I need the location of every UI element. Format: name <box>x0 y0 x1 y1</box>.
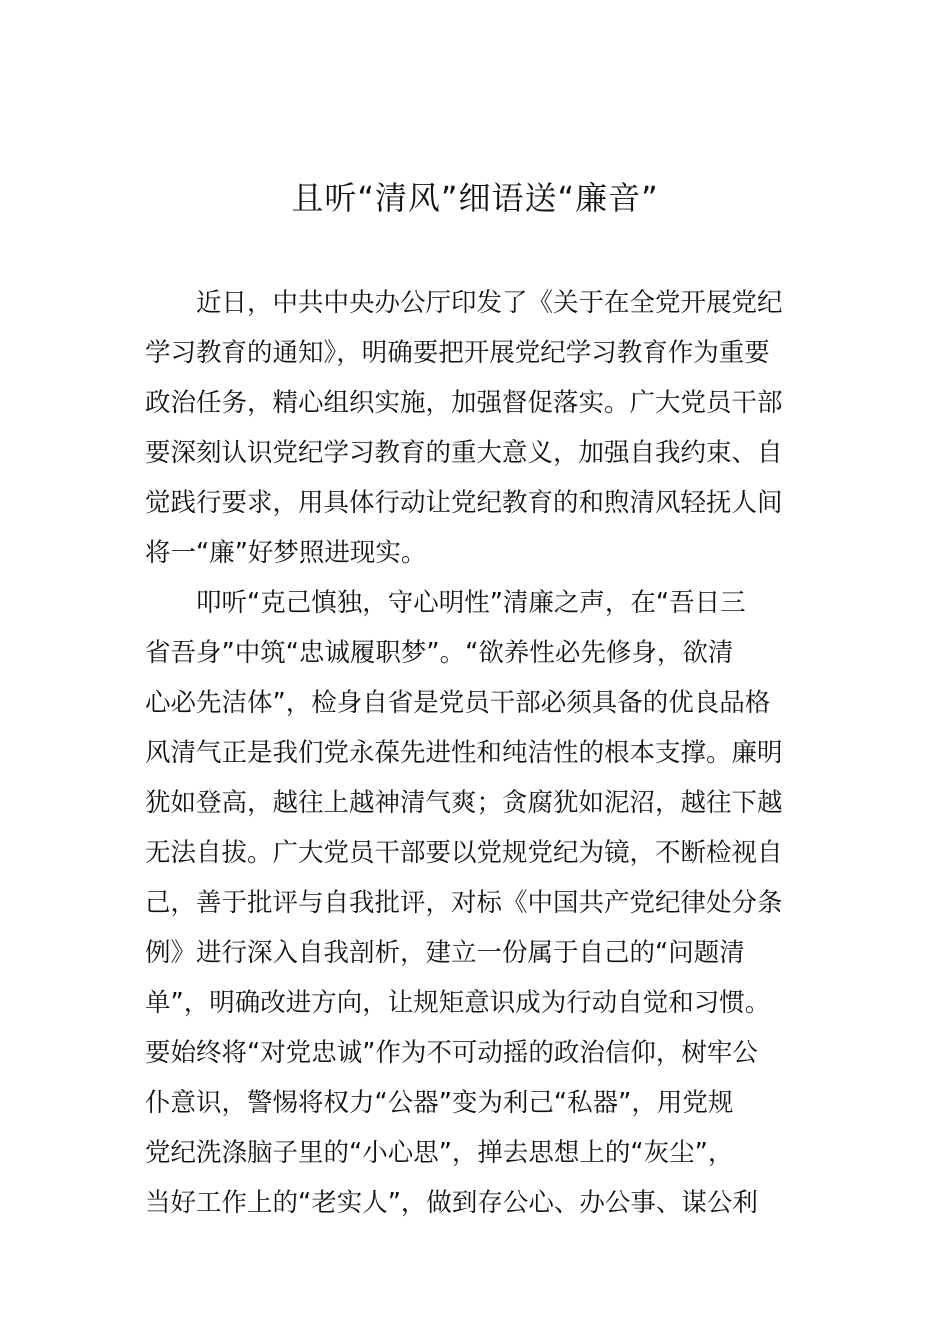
paragraph-line: 省吾身”中筑“忠诚履职梦”。“欲养性必先修身，欲清 <box>145 638 734 668</box>
paragraph-line: 己，善于批评与自我批评，对标《中国共产党纪律处分条 <box>145 888 783 918</box>
paragraph-line: 无法自拔。广大党员干部要以党规党纪为镜，不断检视自 <box>145 838 783 868</box>
paragraph-line: 党纪洗涤脑子里的“小心思”，掸去思想上的“灰尘”， <box>145 1138 734 1168</box>
document-title: 且听“清风”细语送“廉音” <box>291 179 659 217</box>
paragraph-line: 将一“廉”好梦照进现实。 <box>145 538 427 568</box>
paragraph-line: 例》进行深入自我剖析，建立一份属于自己的“问题清 <box>145 938 745 968</box>
paragraph-line: 近日，中共中央办公厅印发了《关于在全党开展党纪 <box>196 288 783 318</box>
paragraph-line: 犹如登高，越往上越神清气爽；贪腐犹如泥沼，越往下越 <box>145 788 783 818</box>
paragraph-line: 仆意识，警惕将权力“公器”变为利己“私器”，用党规 <box>145 1088 734 1118</box>
paragraph-line: 觉践行要求，用具体行动让党纪教育的和煦清风轻抚人间 <box>145 488 783 518</box>
document-body <box>145 278 810 1228</box>
paragraph-line: 单”，明确改进方向，让规矩意识成为行动自觉和习惯。 <box>145 988 771 1018</box>
paragraph-line: 要深刻认识党纪学习教育的重大意义，加强自我约束、自 <box>145 438 783 468</box>
paragraph-line: 叩听“克己慎独，守心明性”清廉之声，在“吾日三 <box>196 588 746 618</box>
paragraph-line: 学习教育的通知》，明确要把开展党纪学习教育作为重要 <box>145 338 770 368</box>
paragraph-line: 心必先洁体”，检身自省是党员干部必须具备的优良品格 <box>145 688 771 718</box>
paragraph-line: 风清气正是我们党永葆先进性和纯洁性的根本支撑。廉明 <box>145 738 783 768</box>
paragraph-line: 政治任务，精心组织实施，加强督促落实。广大党员干部 <box>145 388 783 418</box>
paragraph-line: 要始终将“对党忠诚”作为不可动摇的政治信仰，树牢公 <box>145 1038 758 1068</box>
paragraph-line: 当好工作上的“老实人”，做到存公心、办公事、谋公利 <box>145 1188 758 1218</box>
